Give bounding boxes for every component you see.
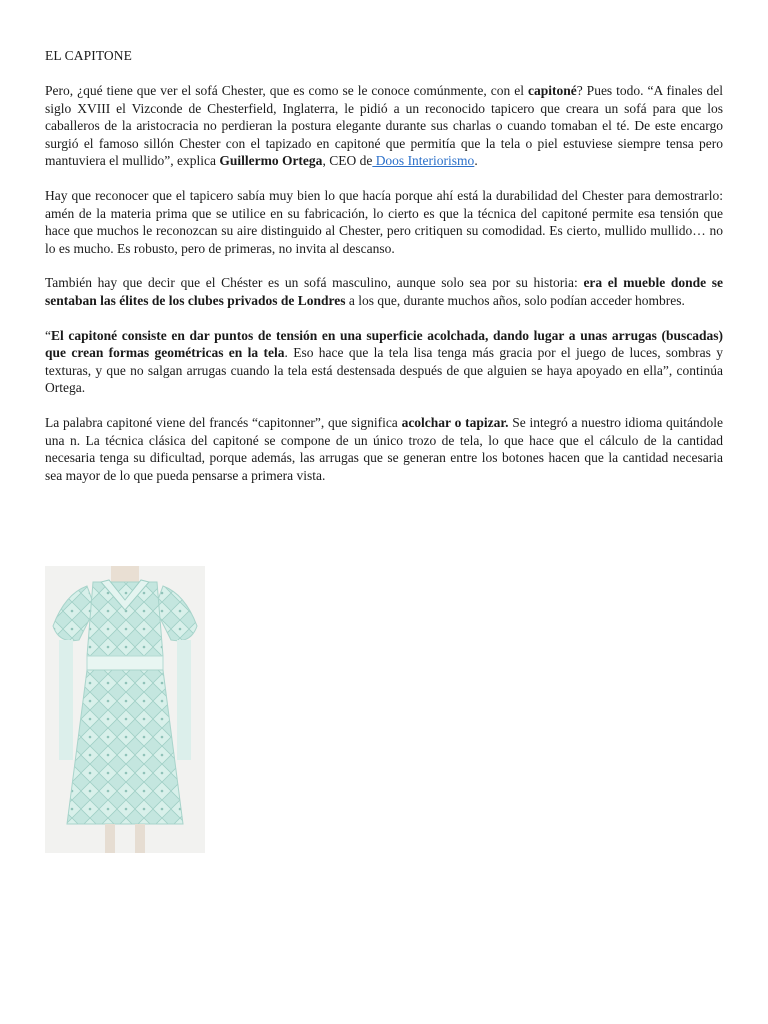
text-run: , CEO de xyxy=(322,153,373,169)
text-run: . xyxy=(474,153,478,169)
paragraph-3 xyxy=(45,274,723,309)
text-run: a los que, durante muchos años, solo podían acceder hombres. xyxy=(345,292,685,308)
doos-interiorismo-link[interactable]: Doos Interiorismo xyxy=(372,153,475,169)
paragraph-1 xyxy=(45,82,723,170)
text-run: Se integró a nuestro idioma quitándole una n. La técnica clásica del capitoné se compone de un único trozo de tela, lo que hace que el cálculo de la cantidad necesaria tenga su dificultad, porque además, las arrugas que se generan entre los botones hacen que la cantidad necesaria sea mayor de lo que pueda pensarse a primera vista. xyxy=(45,414,723,483)
bold-run: era el mueble donde se sentaban las élites de los clubes privados de Londres xyxy=(45,275,723,308)
text-run: “ xyxy=(45,327,51,343)
text-run: . Eso hace que la tela lisa tenga más gracia por el juego de luces, sombras y texturas, y que no salgan arrugas cuando la tela está destensada después de que alguien se haya apoyado en ella”, continúa Ortega. xyxy=(45,345,724,396)
bold-run: acolchar o tapizar. xyxy=(401,414,509,430)
text-run: También hay que decir que el Chéster es un sofá masculino, aunque solo sea por su historia: xyxy=(45,275,584,291)
bold-run: capitoné xyxy=(527,83,577,98)
document-body xyxy=(45,48,723,501)
dress-photo xyxy=(45,566,205,853)
text-run: La palabra capitoné viene del francés “capitonner”, que significa xyxy=(45,414,402,430)
paragraph-2: Hay que reconocer que el tapicero sabía muy bien lo que hacía porque ahí está la durabilidad del Chester para demostrarlo: amén de la materia prima que se utilice en su fabricación, lo cierto es que la técnica del capitoné permite esa tensión que hace que muchos le reconozcan su aire distinguido al Chester, pero critiquen su comodidad. Es cierto, mullido mullido… no lo es mucho. Es robusto, pero de primeras, no invita al descanso. xyxy=(45,187,723,256)
dress-illustration xyxy=(45,566,205,853)
text-run: Pero, ¿qué tiene que ver el sofá Chester, que es como se le conoce comúnmente, con el xyxy=(45,83,528,98)
bold-run: El capitoné consiste en dar puntos de tensión en una superficie acolchada, dando lugar a unas arrugas (buscadas) que crean formas geométricas en la tela xyxy=(45,327,723,361)
document-title: EL CAPITONE xyxy=(45,48,132,63)
paragraph-4 xyxy=(45,327,723,397)
text-run: ? Pues todo. “A finales del siglo XVIII el Vizconde de Chesterfield, Inglaterra, le pidió a un reconocido tapicero que creara un sofá para que los caballeros de la aristocracia no perdieran la postura elegante durante sus charlas o cuando tomaban el té. De este encargo surgió el famoso sillón Chester con el tapizado en capitoné que permitía que la tela o piel estuviese siempre tensa pero mantuviera el mullido”, explica xyxy=(45,83,723,169)
bold-run: Guillermo Ortega xyxy=(219,153,323,169)
paragraph-5 xyxy=(45,414,723,484)
